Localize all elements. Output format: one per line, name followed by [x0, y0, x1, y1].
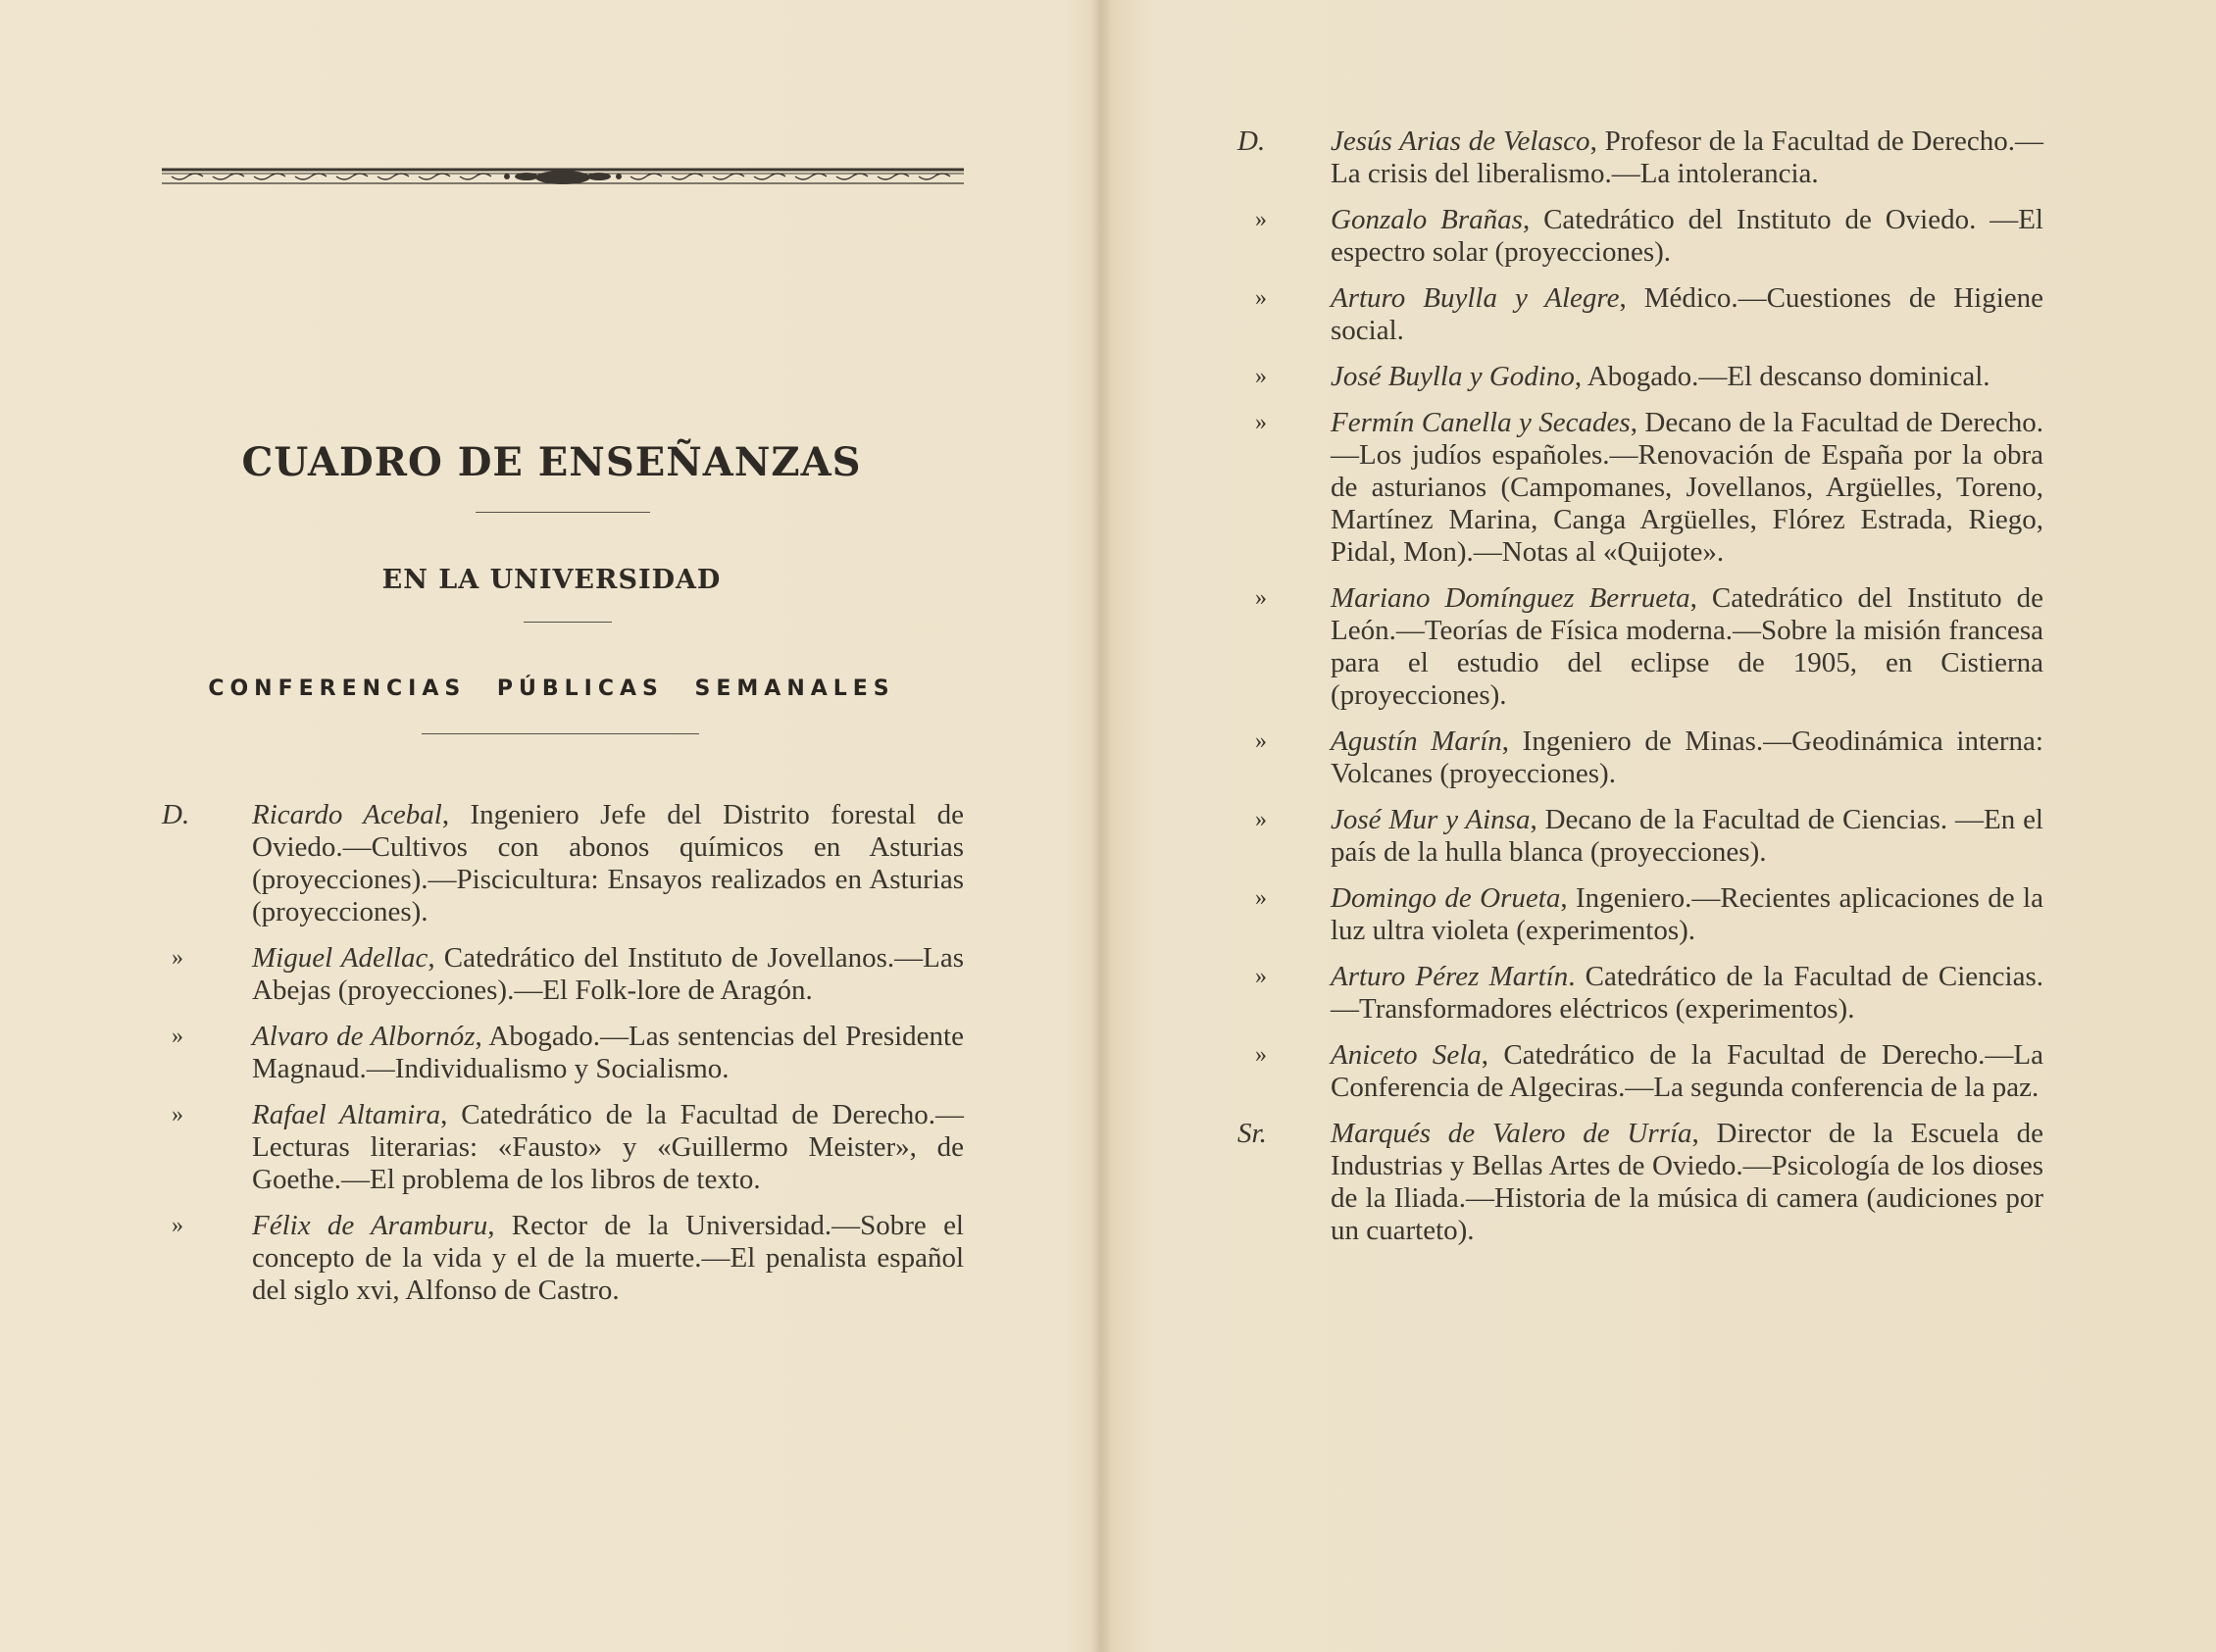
lecturer-details: , Abogado.—El descanso dominical.	[1574, 361, 1990, 392]
lecturer-name: Marqués de Valero de Urría	[1331, 1118, 1692, 1149]
decorative-ornament-rule	[162, 165, 964, 186]
entry-marker: »	[1255, 207, 1267, 232]
entry-marker: »	[1255, 728, 1267, 754]
lecturer-details: , Ingeniero.—Recientes aplicaciones de la luz ultra violeta (experimentos).	[1331, 882, 2043, 946]
lecturer-entry	[162, 1099, 964, 1196]
lecturer-entry	[162, 799, 964, 928]
lecturer-entry	[1237, 582, 2043, 712]
lecturer-details: , Ingeniero de Minas.—Geodinámica interna: Volcanes (proyecciones).	[1331, 726, 2043, 789]
lecturer-details: , Director de la Escuela de Industrias y Bellas Artes de Oviedo.—Psicología de los dioses de la Iliada.—Historia de la música di camera (audiciones por un cuarteto).	[1331, 1118, 2043, 1246]
lecturer-name: Félix de Aramburu	[252, 1210, 488, 1241]
lecturer-entry	[162, 942, 964, 1007]
entry-marker: »	[1255, 285, 1267, 311]
subtitle-divider	[524, 622, 612, 623]
section-divider	[422, 733, 699, 734]
entry-marker: D.	[162, 799, 190, 830]
lecturer-details: , Catedrático de la Facultad de Derecho.—La Conferencia de Algeciras.—La segunda conferencia de la paz.	[1331, 1039, 2043, 1103]
lecturer-entry	[1237, 882, 2043, 947]
lecturer-entry	[162, 1210, 964, 1307]
title-divider	[476, 512, 650, 513]
lecturer-details: , Decano de la Facultad de Ciencias. —En el país de la hulla blanca (proyecciones).	[1331, 804, 2043, 868]
lecturer-entry	[1237, 361, 2043, 393]
entry-marker: Sr.	[1237, 1118, 1267, 1149]
entry-marker: »	[1255, 410, 1267, 435]
lecturer-name: Mariano Domínguez Berrueta	[1331, 582, 1690, 614]
lecturer-list-left	[162, 799, 964, 1321]
section-heading: CONFERENCIAS PÚBLICAS SEMANALES	[208, 676, 895, 701]
entry-marker: »	[172, 1024, 183, 1049]
lecturer-details: , Rector de la Universidad.—Sobre el concepto de la vida y el de la muerte.—El penalista español del siglo xvi, Alfonso de Castro.	[252, 1210, 964, 1306]
lecturer-details: , Catedrático del Instituto de León.—Teorías de Física moderna.—Sobre la misión francesa para el estudio del eclipse de 1905, en Cistierna (proyecciones).	[1331, 582, 2043, 711]
lecturer-details: , Decano de la Facultad de Derecho.—Los judíos españoles.—Renovación de España por la obra de asturianos (Campomanes, Jovellanos, Argüelles, Toreno, Martínez Marina, Canga Argüelles, Flórez Estrada, Riego, Pidal, Mon).—Notas al «Quijote».	[1331, 407, 2043, 568]
lecturer-details: , Abogado.—Las sentencias del Presidente Magnaud.—Individualismo y Socialismo.	[252, 1021, 964, 1084]
lecturer-name: Gonzalo Brañas	[1331, 204, 1523, 235]
lecturer-name: Rafael Altamira	[252, 1099, 441, 1130]
lecturer-name: Jesús Arias de Velasco	[1331, 125, 1590, 157]
lecturer-entry	[1237, 726, 2043, 790]
entry-marker: »	[1255, 885, 1267, 911]
lecturer-entry	[1237, 282, 2043, 347]
lecturer-name: José Mur y Ainsa	[1331, 804, 1531, 835]
lecturer-entry	[1237, 204, 2043, 269]
lecturer-name: Aniceto Sela	[1331, 1039, 1482, 1071]
lecturer-list-right	[1237, 125, 2043, 1261]
lecturer-entry	[1237, 1118, 2043, 1247]
lecturer-details: , Médico.—Cuestiones de Higiene social.	[1331, 282, 2043, 346]
lecturer-entry	[1237, 804, 2043, 869]
lecturer-details: , Ingeniero Jefe del Distrito forestal de Oviedo.—Cultivos con abonos químicos en Asturias (proyecciones).—Piscicultura: Ensayos realizados en Asturias (proyecciones).	[252, 799, 964, 927]
lecturer-name: Agustín Marín	[1331, 726, 1502, 757]
lecturer-entry	[1237, 125, 2043, 190]
entry-marker: »	[172, 1213, 183, 1238]
lecturer-details: , Profesor de la Facultad de Derecho.—La crisis del liberalismo.—La intolerancia.	[1331, 125, 2043, 189]
entry-marker: »	[1255, 585, 1267, 611]
lecturer-details: , Catedrático de la Facultad de Derecho.—Lecturas literarias: «Fausto» y «Guillermo Meister», de Goethe.—El problema de los libros de texto.	[252, 1099, 964, 1195]
lecturer-name: Alvaro de Albornóz	[252, 1021, 476, 1052]
entry-marker: »	[1255, 964, 1267, 989]
lecturer-entry	[162, 1021, 964, 1085]
right-page	[1103, 0, 2216, 1652]
entry-marker: »	[1255, 364, 1267, 389]
lecturer-details: , Catedrático del Instituto de Jovellanos.—Las Abejas (proyecciones).—El Folk-lore de Aragón.	[252, 942, 964, 1006]
entry-marker: »	[172, 1102, 183, 1127]
entry-marker: D.	[1237, 125, 1266, 157]
entry-marker: »	[1255, 1042, 1267, 1068]
lecturer-name: Fermín Canella y Secades	[1331, 407, 1631, 438]
lecturer-name: José Buylla y Godino	[1331, 361, 1575, 392]
entry-marker: »	[1255, 807, 1267, 832]
page-title: CUADRO DE ENSEÑANZAS	[241, 439, 862, 485]
lecturer-name: Miguel Adellac	[252, 942, 428, 974]
left-page	[0, 0, 1103, 1652]
lecturer-name: Arturo Pérez Martín	[1331, 961, 1569, 992]
lecturer-details: . Catedrático de la Facultad de Ciencias. —Transformadores eléctricos (experimentos).	[1331, 961, 2044, 1025]
lecturer-entry	[1237, 1039, 2043, 1104]
lecturer-entry	[1237, 961, 2043, 1026]
entry-marker: »	[172, 945, 183, 971]
lecturer-name: Arturo Buylla y Alegre	[1331, 282, 1620, 314]
page-subtitle: EN LA UNIVERSIDAD	[381, 565, 722, 595]
lecturer-entry	[1237, 407, 2043, 569]
lecturer-name: Domingo de Orueta	[1331, 882, 1561, 914]
lecturer-name: Ricardo Acebal	[252, 799, 442, 830]
lecturer-details: , Catedrático del Instituto de Oviedo. —El espectro solar (proyecciones).	[1331, 204, 2043, 268]
